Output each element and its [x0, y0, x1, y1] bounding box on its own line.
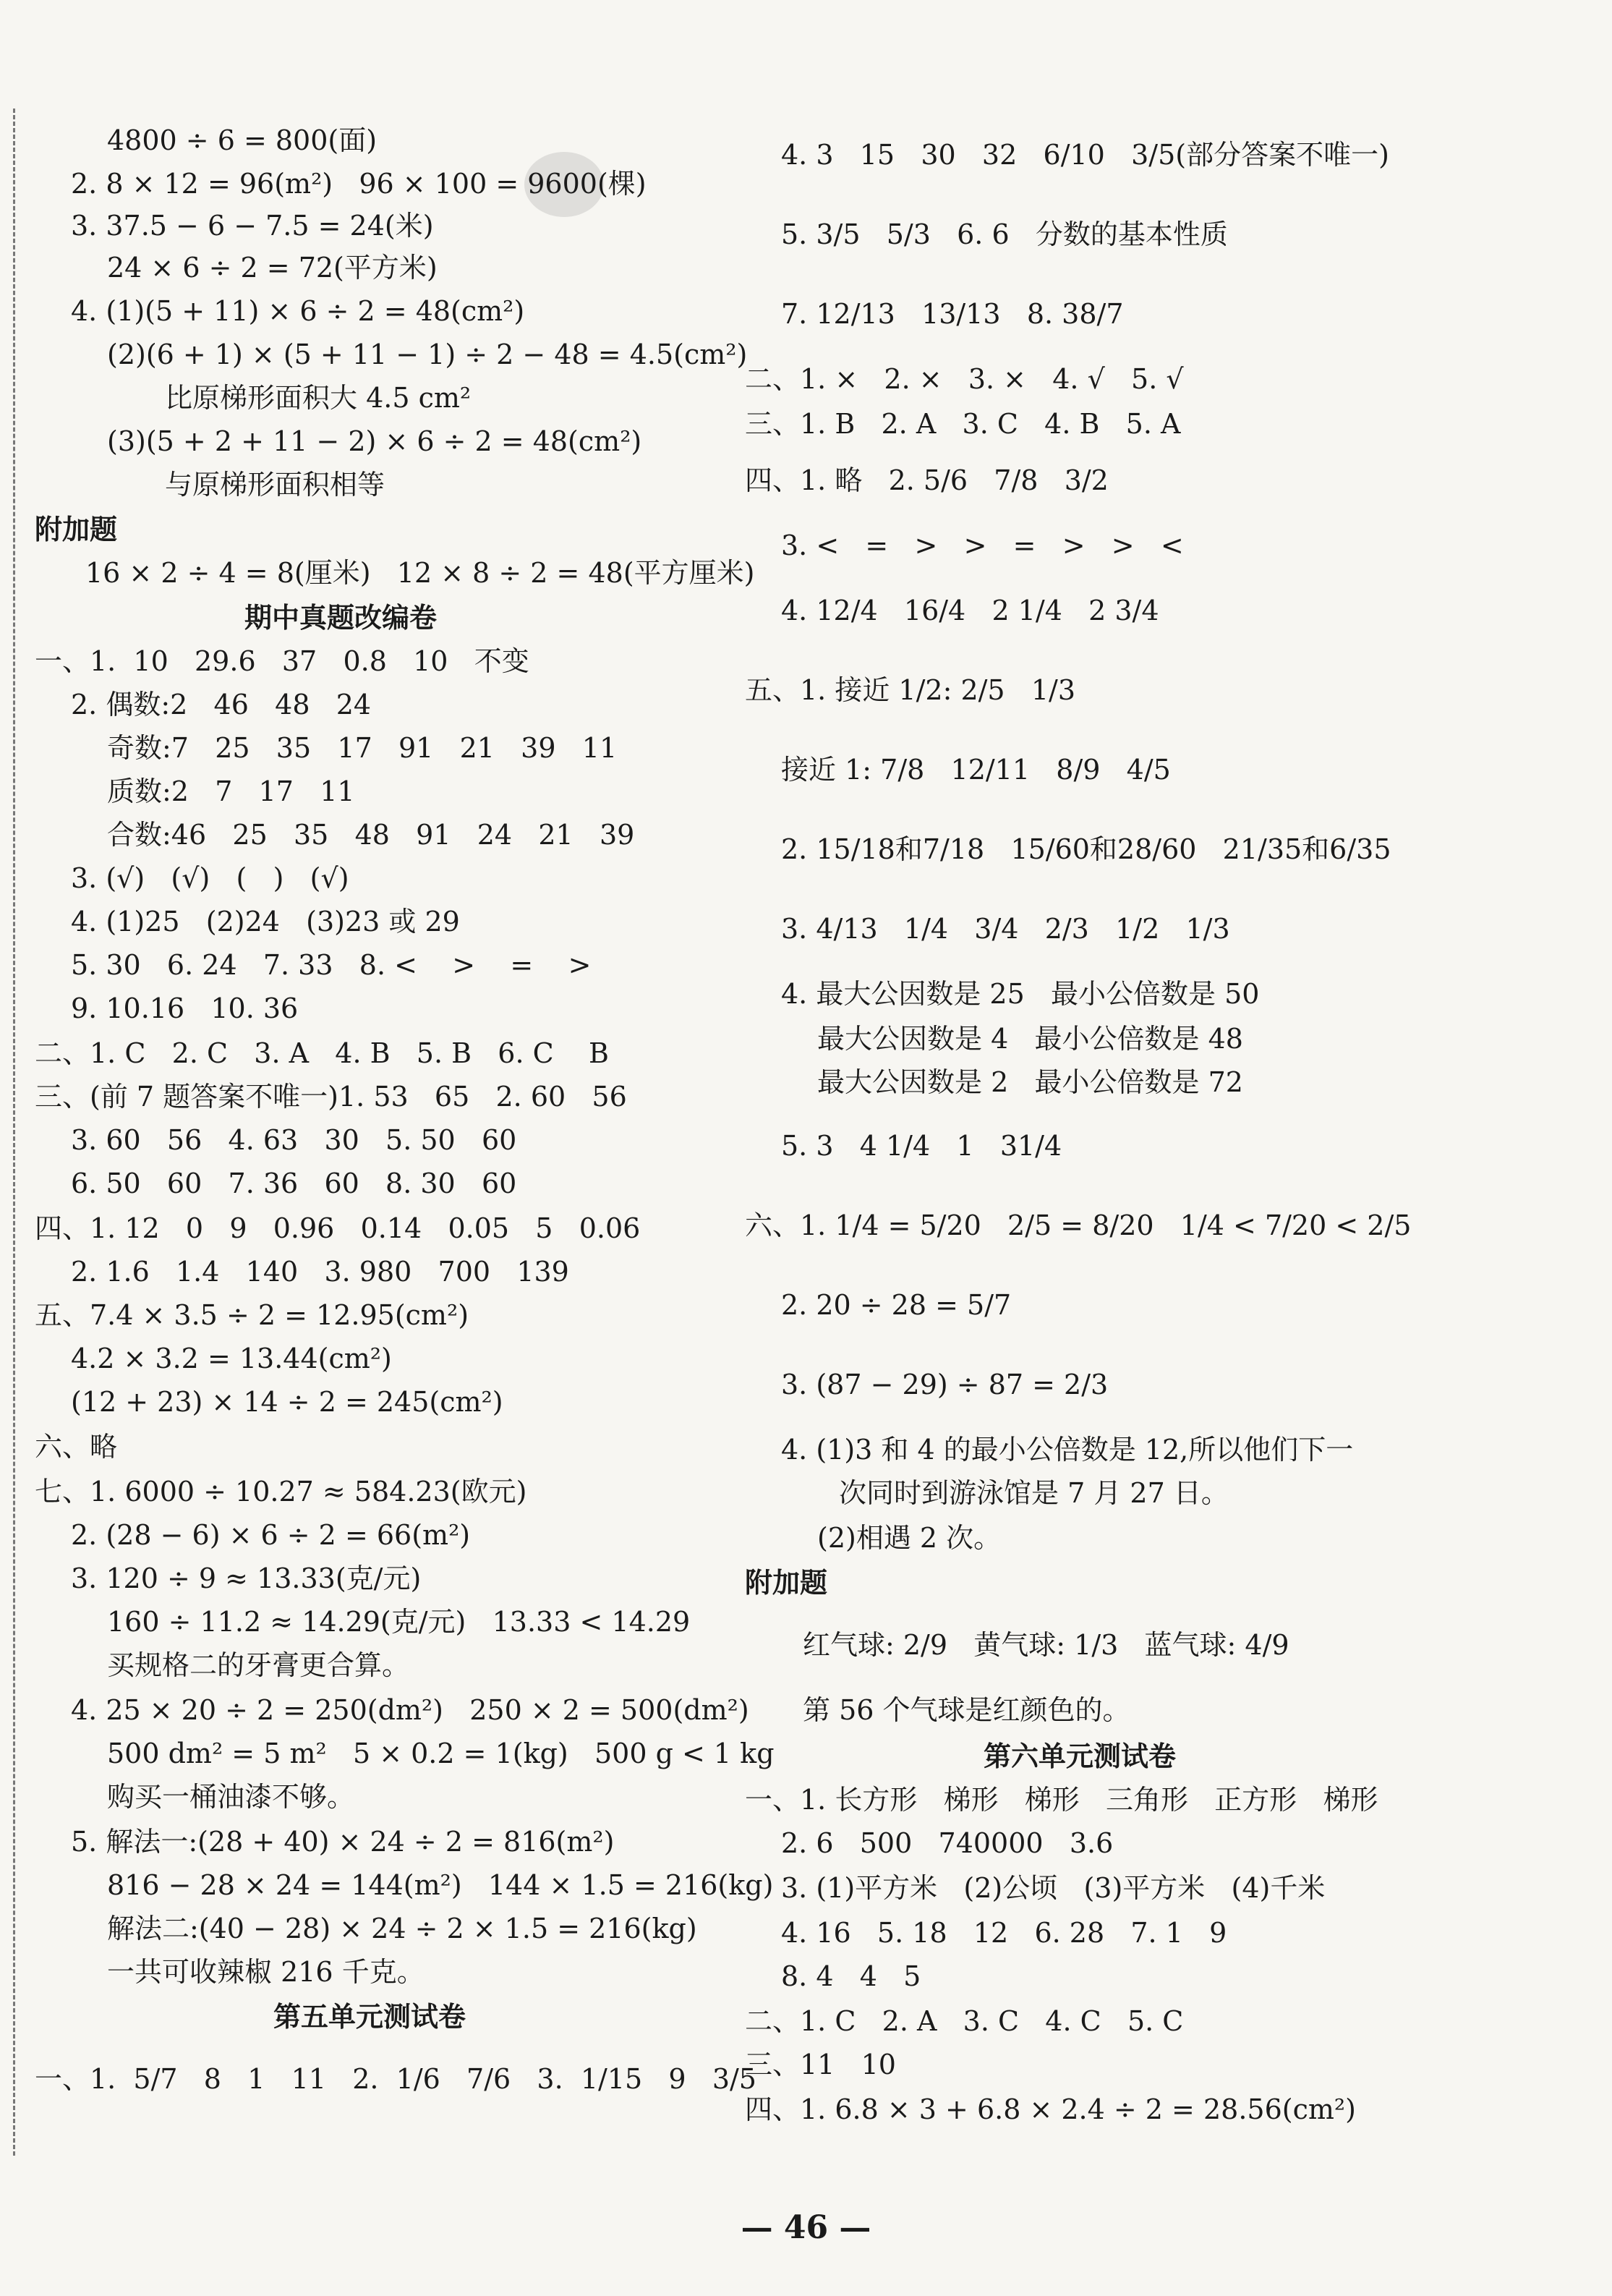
text-line: 3. 4/13 1/4 3/4 2/3 1/2 1/3	[781, 913, 1230, 945]
text-line: 6. 50 60 7. 36 60 8. 30 60	[71, 1168, 517, 1199]
text-line: 5. 3/5 5/3 6. 6 分数的基本性质	[781, 218, 1228, 250]
text-line: 一共可收辣椒 216 千克。	[107, 1956, 425, 1988]
text-line: 六、1. 1/4 = 5/20 2/5 = 8/20 1/4 < 7/20 < 2/5	[745, 1209, 1412, 1241]
text-line: 160 ÷ 11.2 ≈ 14.29(克/元) 13.33 < 14.29	[107, 1606, 691, 1638]
text-line: 4. 3 15 30 32 6/10 3/5(部分答案不唯一)	[781, 139, 1389, 171]
text-line: 2. 偶数:2 46 48 24	[71, 689, 372, 720]
text-line: 4. (1)3 和 4 的最小公倍数是 12,所以他们下一	[781, 1434, 1354, 1466]
text-line: 4. 16 5. 18 12 6. 28 7. 1 9	[781, 1917, 1227, 1949]
text-line: 4. (1)25 (2)24 (3)23 或 29	[71, 906, 460, 937]
text-line: 七、1. 6000 ÷ 10.27 ≈ 584.23(欧元)	[35, 1476, 527, 1508]
text-line: 四、1. 12 0 9 0.96 0.14 0.05 5 0.06	[35, 1212, 641, 1244]
text-line: 3. < = > > = > > <	[781, 530, 1184, 561]
text-line: 最大公因数是 2 最小公倍数是 72	[817, 1066, 1243, 1098]
text-line: 2. 6 500 740000 3.6	[781, 1827, 1114, 1859]
text-line: 2. (28 − 6) × 6 ÷ 2 = 66(m²)	[71, 1519, 471, 1551]
text-line: 买规格二的牙膏更合算。	[107, 1649, 410, 1681]
section-title: 第六单元测试卷	[984, 1740, 1177, 1772]
text-line: 合数:46 25 35 48 91 24 21 39	[107, 819, 635, 851]
text-line: 二、1. C 2. C 3. A 4. B 5. B 6. C B	[35, 1037, 609, 1069]
text-line: 二、1. C 2. A 3. C 4. C 5. C	[745, 2005, 1184, 2037]
text-line: 三、11 10	[745, 2049, 896, 2080]
text-line: 4. 12/4 16/4 2 1/4 2 3/4	[781, 595, 1159, 626]
text-line: 三、1. B 2. A 3. C 4. B 5. A	[745, 408, 1181, 440]
text-line: 2. 1.6 1.4 140 3. 980 700 139	[71, 1256, 569, 1288]
text-line: 4. 最大公因数是 25 最小公倍数是 50	[781, 978, 1260, 1010]
text-line: 3. 37.5 − 6 − 7.5 = 24(米)	[71, 210, 434, 242]
text-line: 500 dm² = 5 m² 5 × 0.2 = 1(kg) 500 g < 1 kg	[107, 1738, 775, 1769]
text-line: 7. 12/13 13/13 8. 38/7	[781, 298, 1124, 330]
text-line: 16 × 2 ÷ 4 = 8(厘米) 12 × 8 ÷ 2 = 48(平方厘米)	[85, 557, 755, 589]
text-line: 4800 ÷ 6 = 800(面)	[107, 124, 378, 156]
text-line: 2. 8 × 12 = 96(m²) 96 × 100 = 9600(棵)	[71, 168, 647, 200]
text-line: 次同时到游泳馆是 7 月 27 日。	[839, 1477, 1229, 1509]
text-line: 二、1. × 2. × 3. × 4. √ 5. √	[745, 363, 1184, 395]
text-line: 5. 解法一:(28 + 40) × 24 ÷ 2 = 816(m²)	[71, 1826, 615, 1858]
margin-dashed-line	[13, 109, 15, 2156]
text-line: 2. 15/18和7/18 15/60和28/60 21/35和6/35	[781, 833, 1391, 865]
text-line: 与原梯形面积相等	[165, 469, 385, 501]
text-line: 4.2 × 3.2 = 13.44(cm²)	[71, 1343, 392, 1374]
text-line: 3. (√) (√) ( ) (√)	[71, 862, 349, 894]
text-line: 2. 20 ÷ 28 = 5/7	[781, 1289, 1012, 1321]
bonus-heading: 附加题	[745, 1567, 828, 1599]
text-line: 5. 3 4 1/4 1 31/4	[781, 1130, 1062, 1162]
text-line: 一、1. 长方形 梯形 梯形 三角形 正方形 梯形	[745, 1784, 1378, 1816]
text-line: 接近 1: 7/8 12/11 8/9 4/5	[781, 754, 1171, 786]
text-line: 816 − 28 × 24 = 144(m²) 144 × 1.5 = 216(kg)	[107, 1869, 774, 1901]
text-line: 5. 30 6. 24 7. 33 8. < > = >	[71, 949, 592, 981]
text-line: 3. (1)平方米 (2)公顷 (3)平方米 (4)千米	[781, 1872, 1326, 1904]
text-line: 8. 4 4 5	[781, 1960, 921, 1992]
text-line: (2)相遇 2 次。	[817, 1522, 1002, 1554]
text-line: 购买一桶油漆不够。	[107, 1781, 355, 1813]
text-line: 最大公因数是 4 最小公倍数是 48	[817, 1023, 1243, 1055]
text-line: 四、1. 6.8 × 3 + 6.8 × 2.4 ÷ 2 = 28.56(cm²)	[745, 2093, 1356, 2125]
text-line: 一、1. 10 29.6 37 0.8 10 不变	[35, 645, 529, 677]
text-line: 五、1. 接近 1/2: 2/5 1/3	[745, 674, 1076, 706]
text-line: 4. (1)(5 + 11) × 6 ÷ 2 = 48(cm²)	[71, 295, 525, 327]
text-line: 六、略	[35, 1431, 118, 1463]
section-title: 第五单元测试卷	[273, 2001, 466, 2033]
text-line: 一、1. 5/7 8 1 11 2. 1/6 7/6 3. 1/15 9 3/5	[35, 2063, 756, 2095]
text-line: 奇数:7 25 35 17 91 21 39 11	[107, 732, 618, 764]
text-line: 红气球: 2/9 黄气球: 1/3 蓝气球: 4/9	[803, 1629, 1289, 1661]
text-line: 第 56 个气球是红颜色的。	[803, 1694, 1130, 1726]
text-line: 4. 25 × 20 ÷ 2 = 250(dm²) 250 × 2 = 500(dm²)	[71, 1694, 749, 1726]
text-line: 9. 10.16 10. 36	[71, 992, 299, 1024]
text-line: (3)(5 + 2 + 11 − 2) × 6 ÷ 2 = 48(cm²)	[107, 425, 642, 457]
text-line: 质数:2 7 17 11	[107, 775, 355, 807]
text-line: 3. 60 56 4. 63 30 5. 50 60	[71, 1124, 517, 1156]
text-line: 比原梯形面积大 4.5 cm²	[165, 382, 472, 414]
page-number: — 46 —	[741, 2209, 871, 2246]
text-line: 五、7.4 × 3.5 ÷ 2 = 12.95(cm²)	[35, 1299, 469, 1331]
text-line: 三、(前 7 题答案不唯一)1. 53 65 2. 60 56	[35, 1081, 627, 1113]
text-line: (12 + 23) × 14 ÷ 2 = 245(cm²)	[71, 1386, 503, 1418]
text-line: (2)(6 + 1) × (5 + 11 − 1) ÷ 2 − 48 = 4.5(cm²)	[107, 339, 748, 370]
text-line: 四、1. 略 2. 5/6 7/8 3/2	[745, 464, 1109, 496]
bonus-heading: 附加题	[35, 514, 118, 545]
text-line: 3. (87 − 29) ÷ 87 = 2/3	[781, 1369, 1109, 1400]
text-line: 解法二:(40 − 28) × 24 ÷ 2 × 1.5 = 216(kg)	[107, 1913, 697, 1944]
text-line: 3. 120 ÷ 9 ≈ 13.33(克/元)	[71, 1562, 422, 1594]
section-title: 期中真题改编卷	[244, 602, 438, 634]
text-line: 24 × 6 ÷ 2 = 72(平方米)	[107, 252, 438, 284]
